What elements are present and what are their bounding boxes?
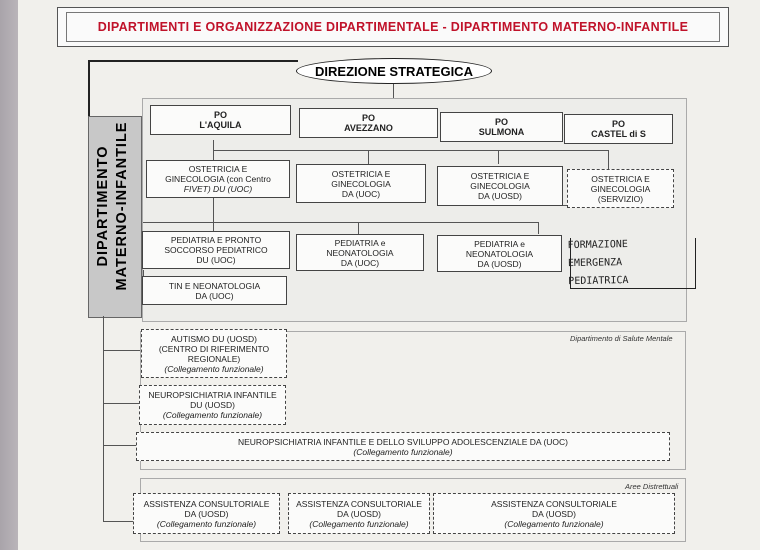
- box-line: GINECOLOGIA: [590, 183, 651, 194]
- connector: [143, 222, 538, 223]
- pediatria-avezzano: [296, 234, 424, 271]
- box-line: GINECOLOGIA (con Centro: [165, 174, 271, 184]
- consultoriale-2: [288, 493, 430, 534]
- connector: [358, 222, 359, 234]
- hospital-line: SULMONA: [478, 127, 525, 137]
- hand-line: EMERGENZA: [567, 257, 623, 270]
- box-line: (Collegamento funzionale): [156, 518, 257, 529]
- title-frame: [57, 7, 729, 47]
- ostetricia-avezzano: [296, 164, 426, 203]
- connector: [608, 150, 609, 169]
- box-line: FIVET) DU (UOC): [183, 184, 253, 194]
- consultoriale-1: [133, 493, 280, 534]
- connector: [213, 198, 214, 233]
- box-line: REGIONALE): [187, 353, 241, 364]
- box-line: GINECOLOGIA: [331, 178, 391, 189]
- hospital-sulmona: [440, 112, 563, 142]
- connector: [103, 403, 140, 404]
- box-line: DA (UOC): [341, 188, 381, 199]
- tin-neonatologia: [142, 276, 287, 305]
- box-line: (Collegamento funzionale): [164, 363, 264, 374]
- box-line: DU (UOSD): [190, 400, 235, 410]
- box-line: (CENTRO DI RIFERIMENTO: [158, 343, 270, 354]
- box-line: PEDIATRIA e: [334, 237, 386, 248]
- salute-mentale-label: Dipartimento di Salute Mentale: [570, 334, 673, 343]
- page-title: DIPARTIMENTI E ORGANIZZAZIONE DIPARTIMENTALE - DIPARTIMENTO MATERNO-INFANTILE: [66, 12, 720, 42]
- box-line: (Collegamento funzionale): [309, 518, 409, 529]
- box-line: NEUROPSICHIATRIA INFANTILE: [148, 390, 277, 400]
- aree-distrettuali-label: Aree Distrettuali: [625, 482, 679, 491]
- box-line: PEDIATRIA e: [474, 238, 525, 249]
- consultoriale-3: [433, 493, 675, 534]
- box-line: DA (UOSD): [477, 258, 522, 269]
- box-line: DA (UOSD): [532, 508, 576, 519]
- connector: [213, 150, 608, 151]
- box-line: SOCCORSO PEDIATRICO: [164, 245, 268, 255]
- hospital-line: PO: [361, 113, 375, 123]
- hospital-line: PO: [494, 117, 508, 127]
- connector: [538, 222, 539, 234]
- hospital-line: L'AQUILA: [199, 120, 242, 130]
- hospital-laquila: [150, 105, 291, 135]
- connector-left: [88, 60, 90, 118]
- box-line: ASSISTENZA CONSULTORIALE: [143, 498, 270, 509]
- connector: [498, 150, 499, 164]
- pediatria-laquila: [142, 231, 290, 269]
- department-line2: MATERNO-INFANTILE: [114, 121, 130, 291]
- connector: [103, 316, 104, 522]
- box-line: DU (UOC): [196, 255, 236, 265]
- box-line: (Collegamento funzionale): [353, 446, 453, 457]
- box-line: DA (UOSD): [337, 508, 381, 519]
- box-line: DA (UOC): [195, 290, 234, 301]
- ostetricia-castel: [567, 169, 674, 208]
- hospital-line: PO: [213, 110, 227, 120]
- connector: [103, 445, 137, 446]
- box-line: NEONATOLOGIA: [465, 248, 534, 259]
- box-line: (SERVIZIO): [597, 193, 644, 204]
- department-label: [94, 108, 134, 304]
- box-line: ASSISTENZA CONSULTORIALE: [491, 498, 617, 509]
- npi-sviluppo-box: [136, 432, 670, 461]
- hospital-line: CASTEL di S: [591, 129, 646, 139]
- department-line1: DIPARTIMENTO: [95, 145, 111, 267]
- hospital-castel: [564, 114, 673, 144]
- hospital-avezzano: [299, 108, 438, 138]
- pediatria-sulmona: [437, 235, 562, 272]
- box-line: NEUROPSICHIATRIA INFANTILE E DELLO SVILUPPO ADOLESCENZIALE DA (UOC): [237, 436, 568, 447]
- box-line: DA (UOSD): [478, 191, 522, 201]
- ostetricia-sulmona: [437, 166, 563, 206]
- box-line: OSTETRICIA E: [188, 164, 248, 174]
- box-line: GINECOLOGIA: [470, 181, 530, 191]
- connector-down: [393, 82, 394, 99]
- connector-top: [88, 60, 298, 62]
- connector: [103, 350, 141, 351]
- box-line: TIN E NEONATOLOGIA: [168, 280, 261, 291]
- box-line: PEDIATRIA E PRONTO: [170, 235, 262, 245]
- box-line: (Collegamento funzionale): [162, 410, 263, 420]
- hand-line: PEDIATRICA: [568, 275, 629, 288]
- npi-box: [139, 385, 286, 425]
- connector: [103, 521, 133, 522]
- box-line: OSTETRICIA E: [470, 171, 530, 181]
- box-line: OSTETRICIA E: [331, 168, 391, 179]
- box-line: NEONATOLOGIA: [326, 247, 394, 258]
- hand-line: FORMAZIONE: [567, 239, 628, 252]
- box-line: (Collegamento funzionale): [504, 518, 604, 529]
- connector: [368, 150, 369, 164]
- handwritten-note: [567, 235, 696, 297]
- box-line: DA (UOSD): [184, 508, 229, 519]
- hospital-line: PO: [611, 119, 625, 129]
- box-line: DA (UOC): [340, 257, 380, 268]
- autismo-box: [141, 329, 287, 378]
- box-line: AUTISMO DU (UOSD): [171, 333, 257, 344]
- hospital-line: AVEZZANO: [344, 123, 393, 133]
- box-line: ASSISTENZA CONSULTORIALE: [296, 498, 422, 509]
- direzione-strategica-node: DIREZIONE STRATEGICA: [296, 58, 492, 84]
- ostetricia-laquila: [146, 160, 290, 198]
- box-line: OSTETRICIA E: [591, 173, 650, 184]
